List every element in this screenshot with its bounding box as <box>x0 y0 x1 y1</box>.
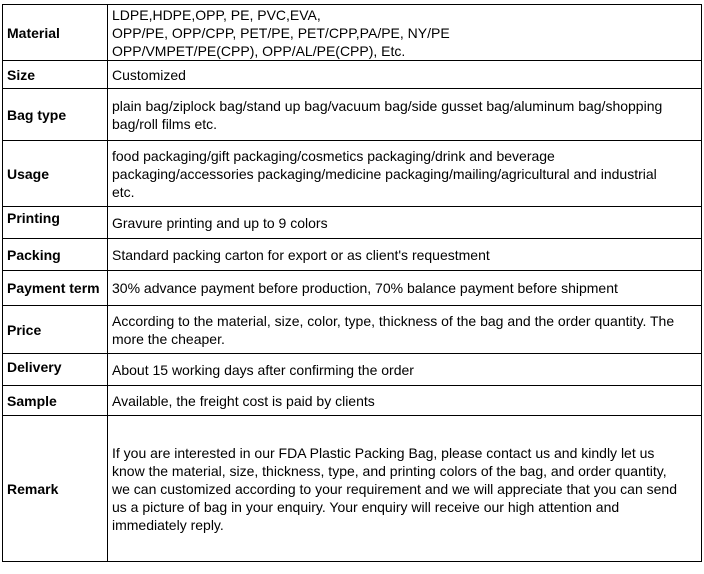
value-price <box>108 306 702 354</box>
value-line: bag/roll films etc. <box>112 115 218 132</box>
row-remark <box>3 416 702 562</box>
label-material: Material <box>3 5 108 61</box>
label-payment-term: Payment term <box>3 271 108 306</box>
label-usage: Usage <box>3 141 108 207</box>
value-material <box>108 5 702 61</box>
value-line: OPP/PE, OPP/CPP, PET/PE, PET/CPP,PA/PE, NY/PE <box>112 25 450 41</box>
label-sample: Sample <box>3 386 108 416</box>
value-delivery <box>108 354 702 386</box>
value-line: LDPE,HDPE,OPP, PE, PVC,EVA, <box>112 7 321 23</box>
value-line: more the cheaper. <box>112 330 225 347</box>
value-line: About 15 working days after confirming the order <box>112 361 414 378</box>
row-size <box>3 61 702 89</box>
label-price: Price <box>3 306 108 354</box>
value-line: Available, the freight cost is paid by clients <box>112 392 375 409</box>
specification-table <box>2 4 702 562</box>
value-line: immediately reply. <box>112 516 224 533</box>
value-line: 30% advance payment before production, 70% balance payment before shipment <box>112 280 618 296</box>
value-line: According to the material, size, color, type, thickness of the bag and the order quantity. The <box>112 312 675 329</box>
row-printing <box>3 207 702 239</box>
row-payment-term <box>3 271 702 306</box>
value-line: Customized <box>112 66 186 83</box>
value-line: know the material, size, thickness, type, and printing colors of the bag, and order quantity, <box>112 462 667 479</box>
value-line: Standard packing carton for export or as client's requestment <box>112 246 490 263</box>
value-printing <box>108 207 702 239</box>
label-delivery: Delivery <box>3 354 108 386</box>
label-packing: Packing <box>3 239 108 271</box>
value-usage <box>108 141 702 207</box>
value-line: etc. <box>112 183 135 200</box>
value-sample <box>108 386 702 416</box>
value-line: Gravure printing and up to 9 colors <box>112 214 328 231</box>
value-payment-term <box>108 271 702 306</box>
value-line: food packaging/gift packaging/cosmetics packaging/drink and beverage <box>112 147 555 164</box>
row-sample <box>3 386 702 416</box>
row-price <box>3 306 702 354</box>
value-line: us a picture of bag in your enquiry. Your enquiry will receive our high attention and <box>112 498 620 515</box>
value-bag-type <box>108 89 702 141</box>
value-size <box>108 61 702 89</box>
label-printing: Printing <box>3 207 108 239</box>
value-line: If you are interested in our FDA Plastic Packing Bag, please contact us and kindly let us <box>112 444 655 461</box>
label-remark: Remark <box>3 416 108 562</box>
row-usage <box>3 141 702 207</box>
label-bag-type: Bag type <box>3 89 108 141</box>
label-size: Size <box>3 61 108 89</box>
value-remark <box>108 416 702 562</box>
row-packing <box>3 239 702 271</box>
row-delivery <box>3 354 702 386</box>
value-packing <box>108 239 702 271</box>
row-bag-type <box>3 89 702 141</box>
value-line: OPP/VMPET/PE(CPP), OPP/AL/PE(CPP), Etc. <box>112 43 406 59</box>
value-line: packaging/accessories packaging/medicine packaging/mailing/agricultural and industrial <box>112 165 657 182</box>
value-line: plain bag/ziplock bag/stand up bag/vacuum bag/side gusset bag/aluminum bag/shopping <box>112 97 663 114</box>
row-material <box>3 5 702 61</box>
value-line: we can customized according to your requirement and we will appreciate that you can send <box>112 480 677 497</box>
